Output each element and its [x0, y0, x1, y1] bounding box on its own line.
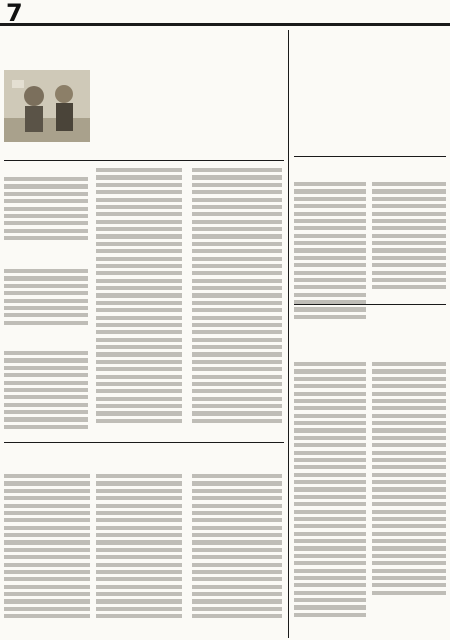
column-separator — [288, 30, 289, 638]
section-1-text-col-1 — [4, 177, 88, 240]
masthead — [0, 0, 450, 26]
section-2-text-col-1 — [4, 269, 88, 325]
second-text-col-3 — [192, 474, 282, 618]
page-number: 7 — [6, 0, 23, 27]
sidebar-rule-1 — [294, 156, 446, 157]
sidebar-article-2-col-1 — [294, 362, 366, 617]
sidebar-article-2-col-2 — [372, 362, 446, 595]
sidebar-rule-2 — [294, 304, 446, 305]
lead-text-col-2 — [96, 168, 182, 423]
second-text-col-1 — [4, 474, 90, 618]
lead-photo — [4, 70, 90, 142]
story-divider — [4, 442, 284, 443]
section-3-text-col-1 — [4, 351, 88, 429]
photo-illustration — [4, 70, 90, 142]
sidebar-article-1-col-1 — [294, 182, 366, 319]
second-text-col-2 — [96, 474, 182, 618]
lead-text-col-3 — [192, 168, 282, 423]
sidebar-article-1-col-2 — [372, 182, 446, 289]
divider — [4, 160, 284, 161]
